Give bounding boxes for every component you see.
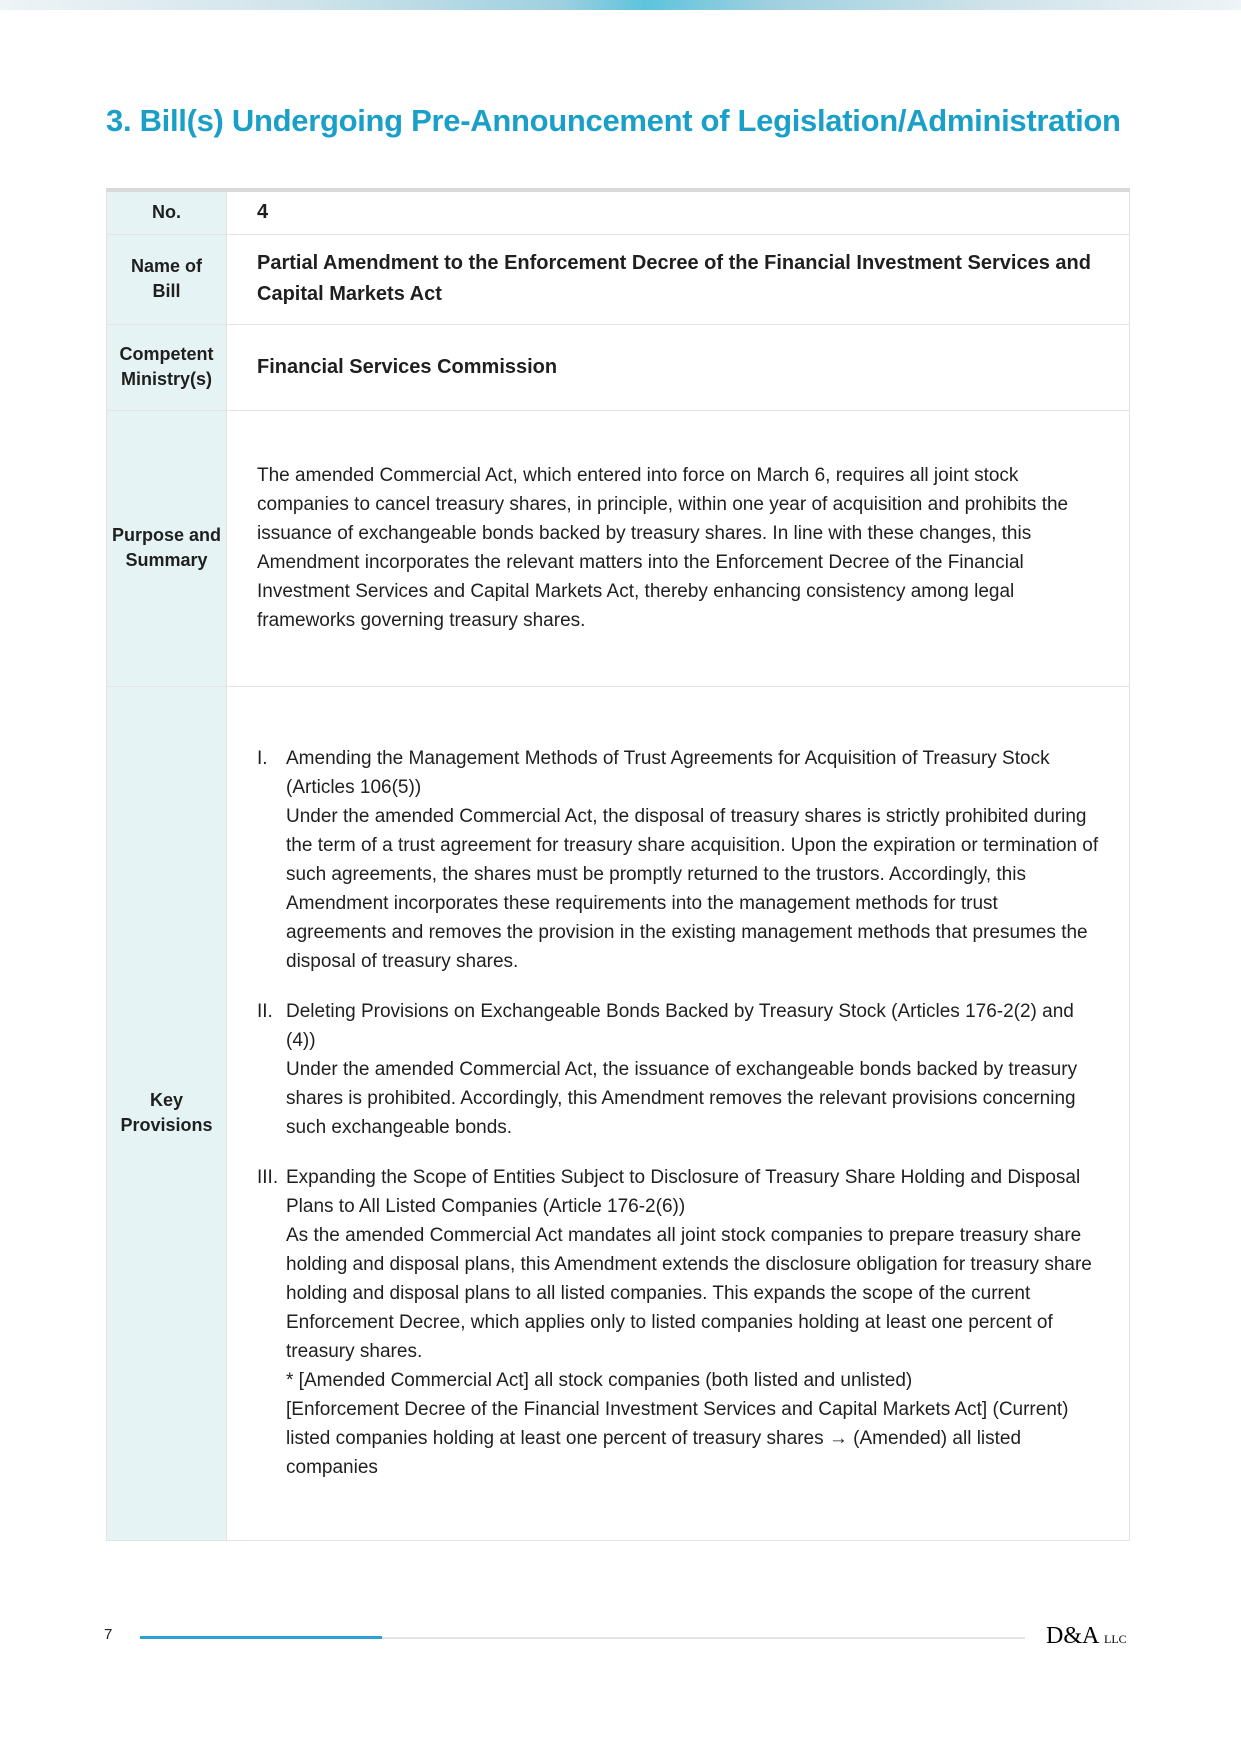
provision-body xyxy=(286,744,1103,976)
value-purpose: The amended Commercial Act, which entered into force on March 6, requires all joint stock companies to cancel treasury shares, in principle, within one year of acquisition and prohibits the issuance of exchangeable bonds backed by treasury shares. In line with these changes, this Amendment incorporates the relevant matters into the Enforcement Decree of the Financial Investment Services and Capital Markets Act, thereby enhancing consistency among legal frameworks governing treasury shares. xyxy=(227,410,1130,686)
provision-text: Under the amended Commercial Act, the issuance of exchangeable bonds backed by treasury shares is prohibited. Accordingly, this Amendment removes the relevant provisions concerning such exchangeable bonds. xyxy=(286,1059,1078,1138)
brand-logo-sub: LLC xyxy=(1104,1632,1127,1646)
row-purpose xyxy=(107,410,1130,686)
top-gradient-band xyxy=(0,0,1241,10)
footer-progress-accent xyxy=(140,1636,382,1639)
page-number: 7 xyxy=(104,1626,113,1643)
label-purpose xyxy=(107,410,227,686)
label-bill-name xyxy=(107,234,227,324)
label-key-provisions xyxy=(107,686,227,1540)
provisions-list xyxy=(257,744,1103,1482)
provision-number: I. xyxy=(257,748,268,769)
brand-logo-main: D&A xyxy=(1046,1623,1100,1649)
row-key-provisions xyxy=(107,686,1130,1540)
label-line: Name of xyxy=(130,256,202,276)
label-ministry xyxy=(107,324,227,410)
row-number xyxy=(107,190,1130,234)
label-number: No. xyxy=(107,190,227,234)
brand-logo xyxy=(1046,1619,1132,1649)
provision-number: III. xyxy=(257,1167,279,1188)
label-line: Competent xyxy=(119,344,214,364)
provision-note: * [Amended Commercial Act] all stock companies (both listed and unlisted) xyxy=(286,1370,913,1391)
row-bill-name xyxy=(107,234,1130,324)
provision-text: As the amended Commercial Act mandates all joint stock companies to prepare treasury share holding and disposal plans, this Amendment extends the disclosure obligation for treasury share holding and disposal plans to all listed companies. This expands the scope of the current Enforcement Decree, which applies only to listed companies holding at least one percent of treasury shares. xyxy=(286,1225,1092,1362)
value-number: 4 xyxy=(227,190,1130,234)
label-line: Key xyxy=(149,1090,184,1110)
provision-number: II. xyxy=(257,1001,273,1022)
provision-heading: Amending the Management Methods of Trust Agreements for Acquisition of Treasury Stock (Articles 106(5)) xyxy=(286,748,1050,798)
provision-heading: Expanding the Scope of Entities Subject to Disclosure of Treasury Share Holding and Disposal Plans to All Listed Companies (Article 176-2(6)) xyxy=(286,1167,1081,1217)
provision-heading: Deleting Provisions on Exchangeable Bonds Backed by Treasury Stock (Articles 176-2(2) and (4)) xyxy=(286,1001,1074,1051)
provision-text: Under the amended Commercial Act, the disposal of treasury shares is strictly prohibited during the term of a trust agreement for treasury share acquisition. Upon the expiration or termination of such agreements, the shares must be promptly returned to the trustors. Accordingly, this Amendment incorporates these requirements into the management methods for trust agreements and removes the provision in the existing management methods that presumes the disposal of treasury shares. xyxy=(286,806,1099,972)
label-line: Summary xyxy=(125,550,208,570)
provision-item xyxy=(257,997,1103,1142)
value-bill-name: Partial Amendment to the Enforcement Decree of the Financial Investment Services and Capital Markets Act xyxy=(227,234,1130,324)
provision-item xyxy=(257,1163,1103,1482)
label-line: Purpose and xyxy=(111,525,222,545)
bill-table xyxy=(106,188,1130,1541)
provision-note: [Enforcement Decree of the Financial Investment Services and Capital Markets Act] (Current) listed companies holding at least one percent of treasury shares → (Amended) all listed companies xyxy=(286,1399,1069,1478)
value-ministry: Financial Services Commission xyxy=(227,324,1130,410)
provision-body xyxy=(286,1163,1103,1482)
label-line: Ministry(s) xyxy=(120,369,212,389)
label-line: Bill xyxy=(152,281,181,301)
section-title: 3. Bill(s) Undergoing Pre-Announcement of Legislation/Administration xyxy=(106,103,1121,138)
label-line: Provisions xyxy=(120,1115,213,1135)
value-key-provisions xyxy=(227,686,1130,1540)
row-ministry xyxy=(107,324,1130,410)
provision-body xyxy=(286,997,1103,1142)
provision-item xyxy=(257,744,1103,976)
